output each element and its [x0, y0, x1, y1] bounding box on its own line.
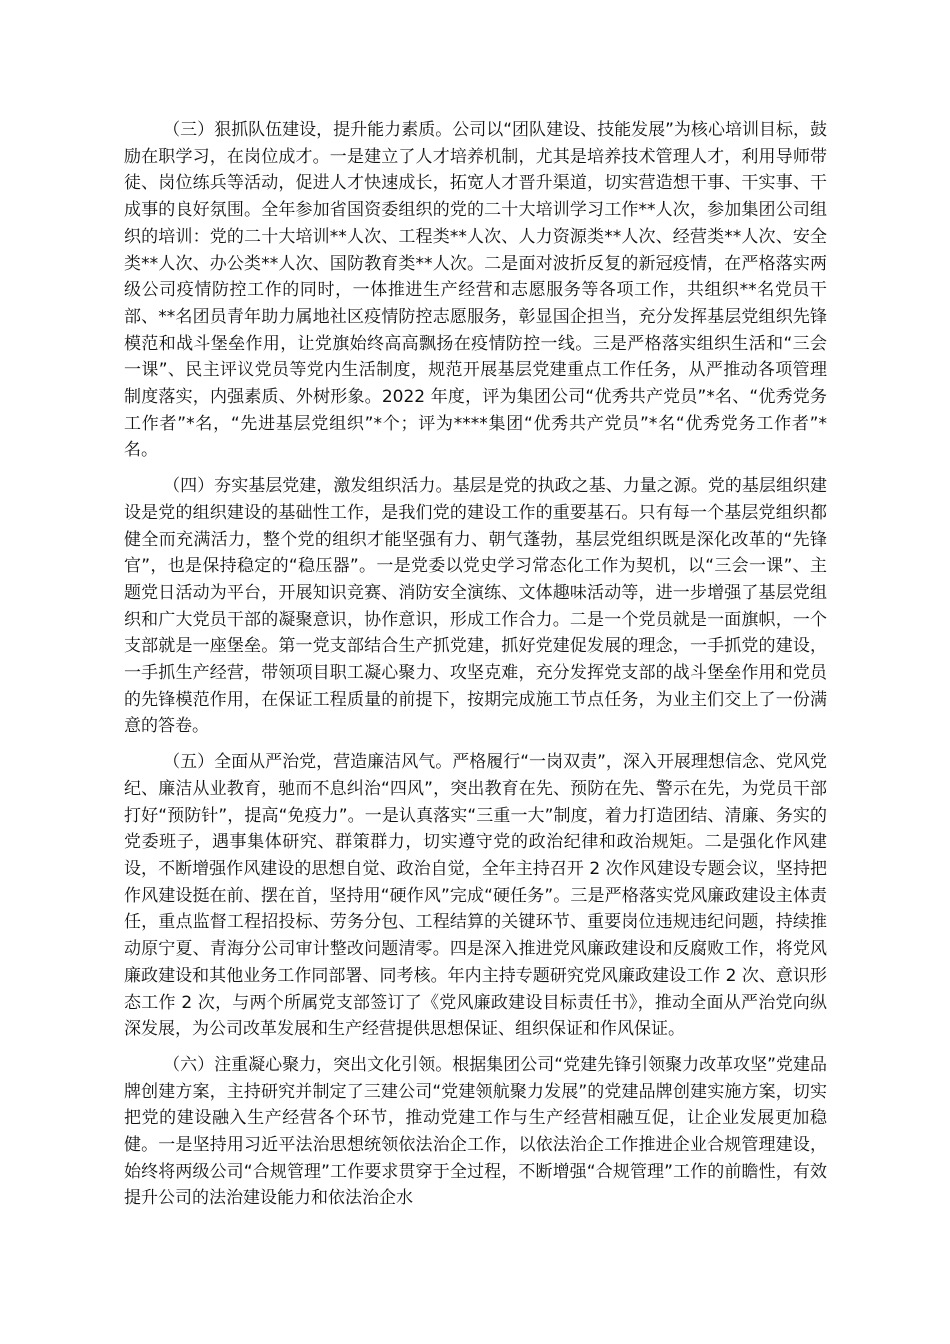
paragraph-team-building: （三）狠抓队伍建设，提升能力素质。公司以“团队建设、技能发展”为核心培训目标，鼓励在职学习，在岗位成才。一是建立了人才培养机制，尤其是培养技术管理人才，利用导师带徒、岗位练兵等活动，促进人才快速成长，拓宽人才晋升渠道，切实营造想干事、干实事、干成事的良好氛围。全年参加省国资委组织的党的二十大培训学习工作**人次，参加集团公司组织的培训：党的二十大培训**人次、工程类**人次、人力资源类**人次、经营类**人次、安全类**人次、办公类**人次、国防教育类**人次。二是面对波折反复的新冠疫情，在严格落实两级公司疫情防控工作的同时，一体推进生产经营和志愿服务等各项工作，共组织**名党员干部、**名团员青年助力属地社区疫情防控志愿服务，彰显国企担当，充分发挥基层党组织先锋模范和战斗堡垒作用，让党旗始终高高飘扬在疫情防控一线。三是严格落实组织生活和“三会一课”、民主评议党员等党内生活制度，规范开展基层党建重点工作任务，从严推动各项管理制度落实，内强素质、外树形象。2022 年度，评为集团公司“优秀共产党员”*名、“优秀党务工作者”*名，“先进基层党组织”*个；评为****集团“优秀共产党员”*名“优秀党务工作者”*名。 [124, 120, 827, 461]
paragraph-culture-guidance: （六）注重凝心聚力，突出文化引领。根据集团公司“党建先锋引领聚力改革攻坚”党建品牌创建方案，主持研究并制定了三建公司“党建领航聚力发展”的党建品牌创建实施方案，切实把党的建设融入生产经营各个环节，推动党建工作与生产经营相融互促，让企业发展更加稳健。一是坚持用习近平法治思想统领依法治企工作，以依法治企工作推进企业合规管理建设，始终将两级公司“合规管理”工作要求贯穿于全过程，不断增强“合规管理”工作的前瞻性，有效提升公司的法治建设能力和依法治企水 [124, 1054, 827, 1209]
paragraph-grassroots-party-building: （四）夯实基层党建，激发组织活力。基层是党的执政之基、力量之源。党的基层组织建设是党的组织建设的基础性工作，是我们党的建设工作的重要基石。只有每一个基层党组织都健全而充满活力，整个党的组织才能坚强有力、朝气蓬勃，基层党组织既是深化改革的“先锋官”，也是保持稳定的“稳压器”。一是党委以党史学习常态化工作为契机，以“三会一课”、主题党日活动为平台，开展知识竞赛、消防安全演练、文体趣味活动等，进一步增强了基层党组织和广大党员干部的凝聚意识，协作意识，形成工作合力。二是一个党员就是一面旗帜，一个支部就是一座堡垒。第一党支部结合生产抓党建，抓好党建促发展的理念，一手抓党的建设，一手抓生产经营，带领项目职工凝心聚力、攻坚克难，充分发挥党支部的战斗堡垒作用和党员的先锋模范作用，在保证工程质量的前提下，按期完成施工节点任务，为业主们交上了一份满意的答卷。 [124, 476, 827, 737]
paragraph-strict-party-governance: （五）全面从严治党，营造廉洁风气。严格履行“一岗双责”，深入开展理想信念、党风党纪、廉洁从业教育，驰而不息纠治“四风”，突出教育在先、预防在先、警示在先，为党员干部打好“预防针”，提高“免疫力”。一是认真落实“三重一大”制度，着力打造团结、清廉、务实的党委班子，遇事集体研究、群策群力，切实遵守党的政治纪律和政治规矩。二是强化作风建设，不断增强作风建设的思想自觉、政治自觉，全年主持召开 2 次作风建设专题会议，坚持把作风建设挺在前、摆在首，坚持用“硬作风”完成“硬任务”。三是严格落实党风廉政建设主体责任，重点监督工程招投标、劳务分包、工程结算的关键环节、重要岗位违规违纪问题，持续推动原宁夏、青海分公司审计整改问题清零。四是深入推进党风廉政建设和反腐败工作，将党风廉政建设和其他业务工作同部署、同考核。年内主持专题研究党风廉政建设工作 2 次、意识形态工作 2 次，与两个所属党支部签订了《党风廉政建设目标责任书》，推动全面从严治党向纵深发展，为公司改革发展和生产经营提供思想保证、组织保证和作风保证。 [124, 752, 827, 1040]
document-page [124, 117, 827, 1221]
